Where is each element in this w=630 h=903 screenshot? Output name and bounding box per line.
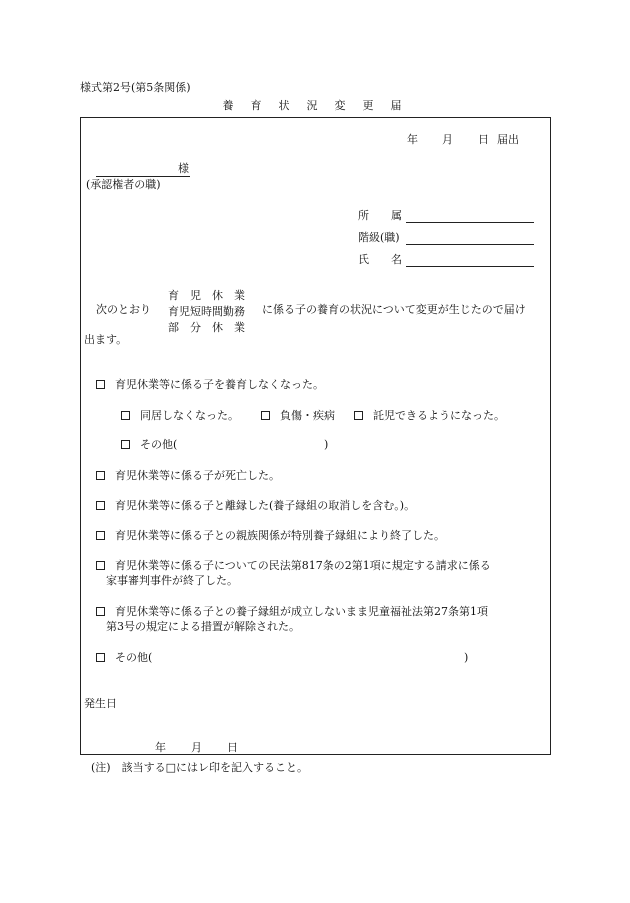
- dept-label: 所 属: [358, 209, 402, 222]
- option-tanjikan: 育児短時間勤務: [168, 305, 245, 318]
- title-char: 養: [222, 99, 234, 112]
- check-item: [96, 469, 280, 483]
- sub-option-dokyo: [121, 409, 239, 423]
- checkbox[interactable]: [96, 380, 105, 389]
- checkbox[interactable]: [121, 440, 130, 449]
- sub-option-takuji: [354, 409, 505, 423]
- title-char: 更: [362, 99, 374, 112]
- check-item-text: 育児休業等に係る子を養育しなくなった。: [115, 378, 324, 391]
- dept-field[interactable]: [406, 222, 534, 223]
- title-char: 況: [306, 99, 318, 112]
- checkbox[interactable]: [261, 411, 270, 420]
- filed-label: 届出: [497, 133, 519, 146]
- addressee-role: (承認権者の職): [86, 178, 161, 191]
- checkbox[interactable]: [96, 531, 105, 540]
- rank-label: 階級(職): [358, 231, 400, 244]
- sub-other-close-paren: ): [324, 438, 329, 451]
- check-item: [96, 529, 445, 543]
- form-number: 様式第2号(第5条関係): [80, 81, 191, 94]
- sub-option-text: 同居しなくなった。: [140, 409, 239, 422]
- title-char: 状: [278, 99, 290, 112]
- rank-field[interactable]: [406, 244, 534, 245]
- addressee-underline[interactable]: [96, 176, 190, 177]
- date-year-label: 年: [407, 133, 418, 146]
- intro-tail: に係る子の養育の状況について変更が生じたので届け: [262, 303, 526, 316]
- occurrence-year: 年: [155, 741, 166, 754]
- option-ikuji-kyugyo: 育 児 休 業: [168, 289, 245, 302]
- footnote: (注) 該当する□にはレ印を記入すること。: [91, 761, 308, 774]
- check-item: [96, 605, 488, 619]
- check-item-cont: 第3号の規定による措置が解除された。: [106, 620, 300, 633]
- occurrence-month: 月: [191, 741, 202, 754]
- date-month-label: 月: [442, 133, 453, 146]
- check-item: [96, 651, 152, 665]
- intro-tail2: 出ます。: [84, 333, 128, 346]
- other-close-paren: ): [464, 651, 469, 664]
- checkbox[interactable]: [354, 411, 363, 420]
- check-item: [96, 378, 324, 392]
- checkbox[interactable]: [96, 501, 105, 510]
- check-item-text: 育児休業等に係る子と離縁した(養子縁組の取消しを含む。)。: [115, 499, 416, 512]
- check-item-text: その他(: [115, 651, 153, 664]
- sub-option-text: 託児できるようになった。: [373, 409, 505, 422]
- check-item-text: 育児休業等に係る子との親族関係が特別養子縁組により終了した。: [115, 529, 445, 542]
- option-bubun-kyugyo: 部 分 休 業: [168, 321, 245, 334]
- sub-option-text: 負傷・疾病: [280, 409, 335, 422]
- name-label: 氏 名: [358, 253, 402, 266]
- checkbox[interactable]: [96, 607, 105, 616]
- checkbox[interactable]: [96, 561, 105, 570]
- checkbox[interactable]: [121, 411, 130, 420]
- occurrence-day: 日: [227, 741, 238, 754]
- check-item-cont: 家事審判事件が終了した。: [106, 574, 238, 587]
- check-item-text: 育児休業等に係る子についての民法第817条の2第1項に規定する請求に係る: [115, 559, 491, 572]
- form-title: [214, 99, 410, 113]
- title-char: 育: [250, 99, 262, 112]
- intro-lead: 次のとおり: [96, 303, 151, 316]
- checkbox[interactable]: [96, 471, 105, 480]
- check-item-text: 育児休業等に係る子との養子縁組が成立しないまま児童福祉法第27条第1項: [115, 605, 488, 618]
- sub-option-text: その他(: [140, 438, 178, 451]
- occurrence-label: 発生日: [84, 697, 117, 710]
- date-day-label: 日: [478, 133, 489, 146]
- check-item-text: 育児休業等に係る子が死亡した。: [115, 469, 280, 482]
- name-field[interactable]: [406, 266, 534, 267]
- addressee-sama: 様: [178, 162, 189, 175]
- sub-option-fusho: [261, 409, 335, 423]
- checkbox[interactable]: [96, 653, 105, 662]
- check-item: [96, 499, 415, 513]
- sub-option-other: [121, 438, 177, 452]
- leave-type-options: [168, 288, 245, 336]
- check-item: [96, 559, 491, 573]
- title-char: 届: [390, 99, 402, 112]
- title-char: 変: [334, 99, 346, 112]
